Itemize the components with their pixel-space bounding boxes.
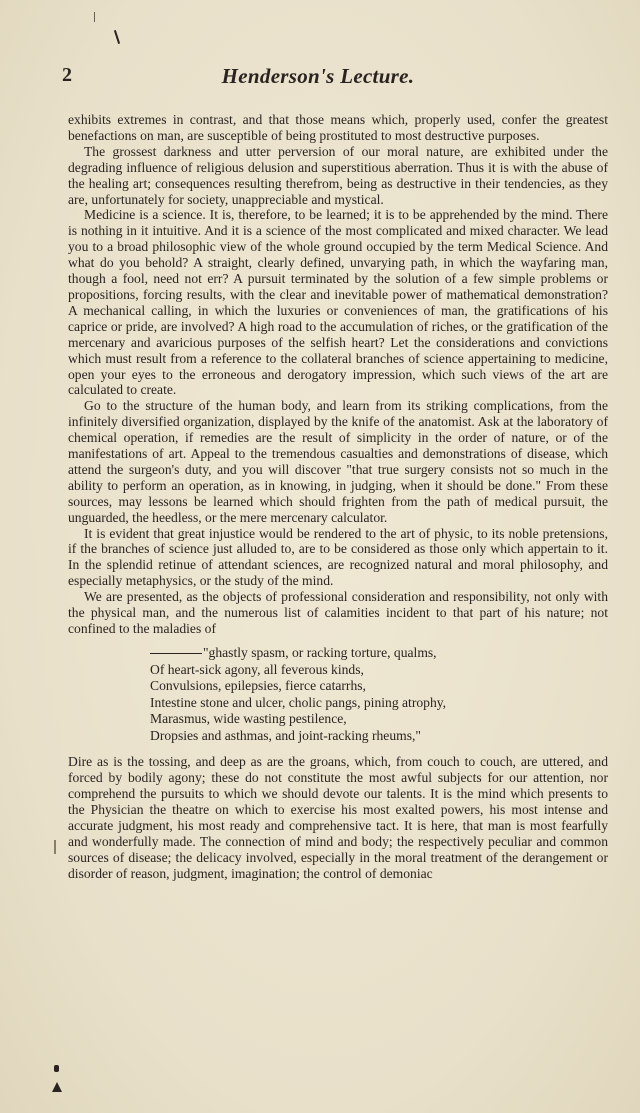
margin-mark — [54, 840, 56, 854]
paragraph: The grossest darkness and utter perversion of our moral nature, are exhibited under the degrading influence of religious delusion and superstitious aberration. Thus it is with the abuse of the healing art; consequences resulting therefrom, being as destructive in their tendencies, as they are, unfortunately for society, unappreciable and mystical. — [68, 143, 608, 207]
poem-line: Of heart-sick agony, all feverous kinds, — [150, 661, 364, 677]
body-text — [68, 112, 608, 882]
paragraph: Dire as is the tossing, and deep as are the groans, which, from couch to couch, are uttered, and forced by bodily agony; these do not constitute the most awful subjects for our attention, nor comprehend the pursuits to which we should devote our talents. It is the mind which presents to the Physician the theatre on which to exercise his most exalted powers, his most intense and accurate judgment, his most ready and comprehensive tact. It is here, that man is most fearfully and wonderfully made. The connection of mind and body; the respectively peculiar and common sources of disease; the delicacy involved, especially in the moral treatment of the derangement or disorder of reason, judgment, imagination; the control of demoniac — [68, 754, 608, 881]
poem-line: Dropsies and asthmas, and joint-racking rheums," — [150, 727, 421, 743]
poem-line: Convulsions, epilepsies, fierce catarrhs, — [150, 678, 366, 694]
poem-line: Intestine stone and ulcer, cholic pangs, pining atrophy, — [150, 694, 447, 710]
poem-line: Marasmus, wide wasting pestilence, — [150, 711, 347, 727]
paragraph: Medicine is a science. It is, therefore, to be learned; it is to be apprehended by the mind. There is nothing in it intuitive. And it is a science of the most complicated and mixed character. We lead you to a broad philosophic view of the whole ground occupied by the term Medical Science. And what do you behold? A straight, clearly defined, unvarying path, in which the wayfaring man, though a fool, need not err? A pursuit terminated by the solution of a few simple problems or propositions, forcing results, with the clear and inevitable power of mathematical demonstration? A mechanical calling, in which the luxuries or conveniences of man, the gratifications of his caprice or pride, are involved? A high road to the accumulation of riches, or the gratification of the mercenary and avaricious purposes of the selfish heart? Let the considerations and convictions which must result from a reference to the collateral branches of science appertaining to medicine, open your eyes to the erroneous and derogatory impression, which such views of the art are calculated to create. — [68, 207, 608, 398]
poem-line: "ghastly spasm, or racking torture, qualms, — [203, 644, 437, 660]
poem-quotation — [68, 645, 608, 745]
page-header — [62, 64, 574, 90]
paragraph: It is evident that great injustice would be rendered to the art of physic, to its noble pretensions, if the branches of science just alluded to, are to be considered as those only which appertain to it. In the splendid retinue of attendant sciences, are recognized natural and moral philosophy, and especially metaphysics, or the study of the mind. — [68, 525, 608, 589]
margin-mark — [94, 12, 95, 22]
paragraph: We are presented, as the objects of professional consideration and responsibility, not only with the physical man, and the numerous list of calamities incident to that part of his nature; not confined to the maladies of — [68, 589, 608, 636]
margin-mark — [52, 1082, 62, 1092]
em-dash-rule — [150, 653, 202, 654]
margin-mark — [54, 1065, 59, 1072]
ink-mark — [114, 30, 120, 44]
running-title: Henderson's Lecture. — [221, 64, 415, 88]
paragraph: exhibits extremes in contrast, and that those means which, properly used, confer the greatest benefactions on man, are susceptible of being prostituted to most destructive purposes. — [68, 112, 608, 143]
paragraph: Go to the structure of the human body, and learn from its striking complications, from the infinitely diversified organization, displayed by the knife of the anatomist. Ask at the laboratory of chemical operation, if remedies are the result of simplicity in the order of nature, or of the manifestations of art. Appeal to the tremendous casualties and demonstrations of disease, which attend the surgeon's duty, and you will discover "that true surgery consists not so much in the ability to perform an operation, as in knowing, in judging, when it should be done." From these sources, may lessons be learned which should frighten from the path of medical pursuit, the unguarded, the heedless, or the mere mercenary calculator. — [68, 398, 608, 525]
page-number: 2 — [62, 64, 72, 86]
